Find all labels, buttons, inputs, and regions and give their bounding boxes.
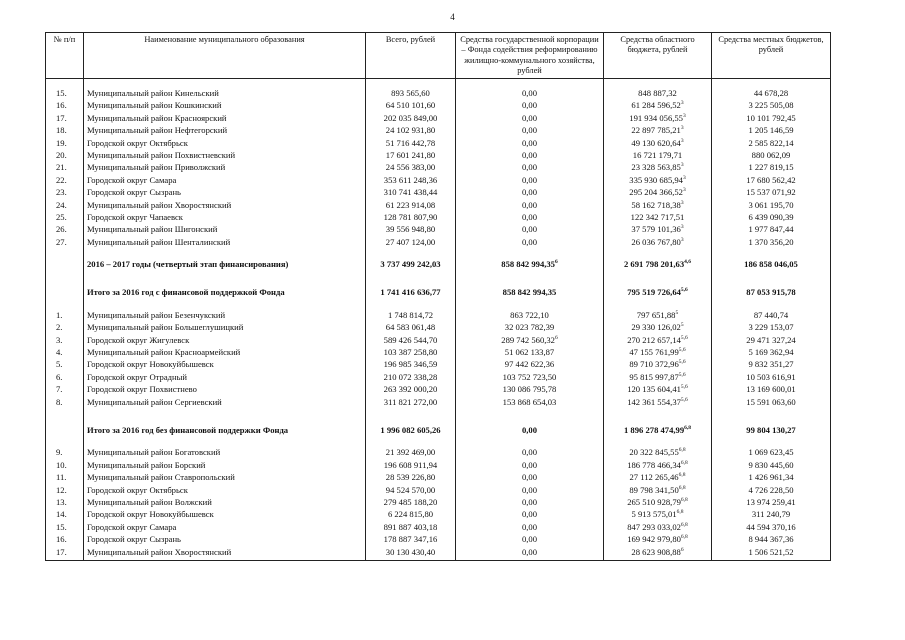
region-value: 270 212 657,14$^{5,6}$ xyxy=(604,336,712,348)
local-value: 13 974 259,41 xyxy=(712,498,831,510)
total-value: 279 485 188,20 xyxy=(366,498,456,510)
region-value: 89 798 341,50$^{6,8}$ xyxy=(604,486,712,498)
without-fund-total-row xyxy=(46,426,831,438)
local-value: 6 439 090,39 xyxy=(712,213,831,225)
local-value: 9 832 351,27 xyxy=(712,360,831,372)
row-number xyxy=(46,288,84,300)
municipality-name: Муниципальный район Кошкинский xyxy=(84,101,366,113)
table-header-row xyxy=(46,33,831,79)
total-value: 893 565,60 xyxy=(366,89,456,101)
fund-value: 0,00 xyxy=(456,176,604,188)
total-value: 28 539 226,80 xyxy=(366,473,456,485)
spacer-cell xyxy=(46,301,84,311)
region-value: 29 330 126,02$^5$ xyxy=(604,323,712,335)
local-value: 17 680 562,42 xyxy=(712,176,831,188)
table-row xyxy=(46,188,831,200)
local-value: 44 678,28 xyxy=(712,89,831,101)
footnote-mark: 6,8 xyxy=(680,521,688,528)
page-number: 4 xyxy=(450,12,455,22)
spacer-cell xyxy=(712,410,831,426)
local-value: 1 370 356,20 xyxy=(712,238,831,250)
region-value: 265 510 928,79$^{6,8}$ xyxy=(604,498,712,510)
fund-value: 0,00 xyxy=(456,139,604,151)
municipality-name: Муниципальный район Хворостянский xyxy=(84,201,366,213)
local-value: 1 227 819,15 xyxy=(712,163,831,175)
municipality-name: Городской округ Отрадный xyxy=(84,373,366,385)
total-value: 1 741 416 636,77 xyxy=(366,288,456,300)
header-name: Наименование муниципального образования xyxy=(84,33,366,79)
region-value: 186 778 466,34$^{6,8}$ xyxy=(604,461,712,473)
table-row xyxy=(46,323,831,335)
municipality-name: Муниципальный район Красноармейский xyxy=(84,348,366,360)
municipality-name: Муниципальный район Волжский xyxy=(84,498,366,510)
local-value: 186 858 046,05 xyxy=(712,260,831,272)
local-value: 3 061 195,70 xyxy=(712,201,831,213)
municipality-name: Муниципальный район Похвистневский xyxy=(84,151,366,163)
municipality-name: Городской округ Чапаевск xyxy=(84,213,366,225)
row-number: 13. xyxy=(46,498,84,510)
table-row xyxy=(46,473,831,485)
region-value: 49 130 620,64$^3$ xyxy=(604,139,712,151)
row-number: 1. xyxy=(46,311,84,323)
local-value: 15 591 063,60 xyxy=(712,398,831,410)
region-value: 797 651,88$^5$ xyxy=(604,311,712,323)
total-value: 196 985 346,59 xyxy=(366,360,456,372)
region-value: 295 204 366,52$^3$ xyxy=(604,188,712,200)
table-row xyxy=(46,548,831,561)
region-value: 89 710 372,96$^{5,6}$ xyxy=(604,360,712,372)
footnote-mark: 5 xyxy=(680,322,684,329)
footnote-mark: 6 xyxy=(554,259,558,266)
region-value: 27 112 265,46$^{6,8}$ xyxy=(604,473,712,485)
table-row xyxy=(46,101,831,113)
fund-value: 0,00 xyxy=(456,151,604,163)
row-number: 15. xyxy=(46,89,84,101)
footnote-mark: 6,8 xyxy=(678,484,686,491)
fund-value: 130 086 795,78 xyxy=(456,385,604,397)
municipality-name: Муниципальный район Сергиевский xyxy=(84,398,366,410)
total-value: 196 608 911,94 xyxy=(366,461,456,473)
local-value: 44 594 370,16 xyxy=(712,523,831,535)
spacer-row xyxy=(46,410,831,426)
total-value: 178 887 347,16 xyxy=(366,535,456,547)
header-region: Средства областного бюджета, рублей xyxy=(604,33,712,79)
fund-value: 289 742 560,32$^6$ xyxy=(456,336,604,348)
fund-value: 0,00 xyxy=(456,535,604,547)
local-value: 880 062,09 xyxy=(712,151,831,163)
row-number xyxy=(46,426,84,438)
row-number: 27. xyxy=(46,238,84,250)
municipality-name: Городской округ Сызрань xyxy=(84,535,366,547)
total-value: 310 741 438,44 xyxy=(366,188,456,200)
region-value: 795 519 726,64$^{5,6}$ xyxy=(604,288,712,300)
footnote-mark: 3 xyxy=(680,162,684,169)
row-number: 12. xyxy=(46,486,84,498)
table-row xyxy=(46,163,831,175)
local-value: 8 944 367,36 xyxy=(712,535,831,547)
footnote-mark: 5,6 xyxy=(680,384,688,391)
row-number: 16. xyxy=(46,535,84,547)
fund-value: 0,00 xyxy=(456,89,604,101)
footnote-mark: 6 xyxy=(554,334,558,341)
row-number: 14. xyxy=(46,510,84,522)
local-value: 3 229 153,07 xyxy=(712,323,831,335)
spacer-cell xyxy=(456,272,604,288)
municipality-name: Муниципальный район Ставропольский xyxy=(84,473,366,485)
row-number: 23. xyxy=(46,188,84,200)
table-body xyxy=(46,79,831,561)
fund-value: 0,00 xyxy=(456,426,604,438)
header-local: Средства местных бюджетов, рублей xyxy=(712,33,831,79)
header-fund: Средства государственной корпорации – Фонда содействия реформированию жилищно-коммунального хозяйства, рублей xyxy=(456,33,604,79)
region-value: 1 896 278 474,99$^{6,8}$ xyxy=(604,426,712,438)
region-value: 142 361 554,37$^{5,6}$ xyxy=(604,398,712,410)
local-value: 1 205 146,59 xyxy=(712,126,831,138)
fund-value: 0,00 xyxy=(456,213,604,225)
row-number: 22. xyxy=(46,176,84,188)
municipality-name: Городской округ Новокуйбышевск xyxy=(84,510,366,522)
row-number: 16. xyxy=(46,101,84,113)
footnote-mark: 5,6 xyxy=(678,371,686,378)
local-value: 2 585 822,14 xyxy=(712,139,831,151)
total-value: 3 737 499 242,03 xyxy=(366,260,456,272)
municipality-name: Городской округ Похвистнево xyxy=(84,385,366,397)
footnote-mark: 3 xyxy=(680,199,684,206)
total-value: 210 072 338,28 xyxy=(366,373,456,385)
total-value: 30 130 430,40 xyxy=(366,548,456,561)
municipality-name: Муниципальный район Большеглушицкий xyxy=(84,323,366,335)
municipality-name: Муниципальный район Безенчукский xyxy=(84,311,366,323)
footnote-mark: 6,8 xyxy=(680,534,688,541)
spacer-cell xyxy=(46,250,84,260)
row-number: 10. xyxy=(46,461,84,473)
footnote-mark: 6,8 xyxy=(684,424,692,431)
table-row xyxy=(46,238,831,250)
fund-value: 0,00 xyxy=(456,473,604,485)
local-value: 1 426 961,34 xyxy=(712,473,831,485)
region-value: 23 328 563,85$^3$ xyxy=(604,163,712,175)
region-value: 20 322 845,55$^{6,8}$ xyxy=(604,448,712,460)
total-value: 103 387 258,80 xyxy=(366,348,456,360)
footnote-mark: 6,8 xyxy=(680,459,688,466)
local-value: 1 069 623,45 xyxy=(712,448,831,460)
row-number: 20. xyxy=(46,151,84,163)
fund-value: 0,00 xyxy=(456,188,604,200)
row-number: 2. xyxy=(46,323,84,335)
spacer-cell xyxy=(366,272,456,288)
total-label: 2016 – 2017 годы (четвертый этап финансирования) xyxy=(84,260,366,272)
local-value: 311 240,79 xyxy=(712,510,831,522)
total-value: 24 102 931,80 xyxy=(366,126,456,138)
region-value: 22 897 785,21$^3$ xyxy=(604,126,712,138)
fund-value: 0,00 xyxy=(456,548,604,561)
table-row xyxy=(46,225,831,237)
table-row xyxy=(46,360,831,372)
region-value: 120 135 604,41$^{5,6}$ xyxy=(604,385,712,397)
local-value: 3 225 505,08 xyxy=(712,101,831,113)
stage4-total-row xyxy=(46,260,831,272)
spacer-cell xyxy=(84,410,366,426)
fund-value: 153 868 654,03 xyxy=(456,398,604,410)
row-number: 18. xyxy=(46,126,84,138)
spacer-cell xyxy=(46,272,84,288)
fund-value: 0,00 xyxy=(456,461,604,473)
table-row xyxy=(46,535,831,547)
fund-value: 0,00 xyxy=(456,486,604,498)
total-value: 24 556 383,00 xyxy=(366,163,456,175)
fund-value: 0,00 xyxy=(456,126,604,138)
footnote-mark: 6,8 xyxy=(676,509,684,516)
footnote-mark: 4,6 xyxy=(684,259,692,266)
row-number: 4. xyxy=(46,348,84,360)
region-value: 16 721 179,71 xyxy=(604,151,712,163)
row-number: 24. xyxy=(46,201,84,213)
local-value: 29 471 327,24 xyxy=(712,336,831,348)
local-value: 99 804 130,27 xyxy=(712,426,831,438)
local-value: 5 169 362,94 xyxy=(712,348,831,360)
region-value: 37 579 101,36$^3$ xyxy=(604,225,712,237)
municipality-name: Муниципальный район Шенталинский xyxy=(84,238,366,250)
row-number: 26. xyxy=(46,225,84,237)
row-number: 6. xyxy=(46,373,84,385)
spacer-cell xyxy=(84,272,366,288)
total-value: 39 556 948,80 xyxy=(366,225,456,237)
region-value: 191 934 056,55$^3$ xyxy=(604,114,712,126)
header-num: № п/п xyxy=(46,33,84,79)
table-row xyxy=(46,126,831,138)
footnote-mark: 3 xyxy=(680,100,684,107)
region-value: 122 342 717,51 xyxy=(604,213,712,225)
total-value: 1 996 082 605,26 xyxy=(366,426,456,438)
municipality-name: Городской округ Самара xyxy=(84,176,366,188)
row-number: 19. xyxy=(46,139,84,151)
spacer-cell xyxy=(46,438,84,448)
municipality-name: Городской округ Новокуйбышевск xyxy=(84,360,366,372)
region-value: 169 942 979,80$^{6,8}$ xyxy=(604,535,712,547)
footnote-mark: 6,8 xyxy=(678,472,686,479)
row-number: 17. xyxy=(46,548,84,561)
local-value: 1 506 521,52 xyxy=(712,548,831,561)
fund-value: 32 023 782,39 xyxy=(456,323,604,335)
fund-value: 858 842 994,35$^6$ xyxy=(456,260,604,272)
total-value: 128 781 807,90 xyxy=(366,213,456,225)
footnote-mark: 5 xyxy=(675,309,679,316)
footnote-mark: 6 xyxy=(680,546,684,553)
header-total: Всего, рублей xyxy=(366,33,456,79)
municipality-name: Городской округ Сызрань xyxy=(84,188,366,200)
row-number: 25. xyxy=(46,213,84,225)
fund-value: 0,00 xyxy=(456,498,604,510)
row-number: 9. xyxy=(46,448,84,460)
row-number: 15. xyxy=(46,523,84,535)
total-value: 263 392 000,20 xyxy=(366,385,456,397)
total-value: 64 510 101,60 xyxy=(366,101,456,113)
total-value: 202 035 849,00 xyxy=(366,114,456,126)
region-value: 848 887,32 xyxy=(604,89,712,101)
footnote-mark: 6,8 xyxy=(678,447,686,454)
local-value: 4 726 228,50 xyxy=(712,486,831,498)
footnote-mark: 3 xyxy=(680,224,684,231)
region-value: 847 293 033,02$^{6,8}$ xyxy=(604,523,712,535)
row-number: 7. xyxy=(46,385,84,397)
municipality-name: Муниципальный район Красноярский xyxy=(84,114,366,126)
fund-value: 863 722,10 xyxy=(456,311,604,323)
total-value: 21 392 469,00 xyxy=(366,448,456,460)
fund-value: 0,00 xyxy=(456,114,604,126)
total-label: Итого за 2016 год с финансовой поддержкой Фонда xyxy=(84,288,366,300)
footnote-mark: 3 xyxy=(682,187,686,194)
local-value: 1 977 847,44 xyxy=(712,225,831,237)
row-number: 21. xyxy=(46,163,84,175)
table-row xyxy=(46,385,831,397)
footnote-mark: 5,6 xyxy=(680,334,688,341)
total-value: 17 601 241,80 xyxy=(366,151,456,163)
region-value: 58 162 718,38$^3$ xyxy=(604,201,712,213)
total-value: 6 224 815,80 xyxy=(366,510,456,522)
local-value: 9 830 445,60 xyxy=(712,461,831,473)
row-number: 11. xyxy=(46,473,84,485)
fund-value: 97 442 622,36 xyxy=(456,360,604,372)
region-value: 335 930 685,94$^3$ xyxy=(604,176,712,188)
fund-value: 0,00 xyxy=(456,201,604,213)
footnote-mark: 3 xyxy=(682,174,686,181)
total-value: 51 716 442,78 xyxy=(366,139,456,151)
fund-value: 103 752 723,50 xyxy=(456,373,604,385)
municipality-name: Муниципальный район Кинельский xyxy=(84,89,366,101)
spacer-cell xyxy=(366,410,456,426)
total-value: 589 426 544,70 xyxy=(366,336,456,348)
fund-value: 858 842 994,35 xyxy=(456,288,604,300)
total-value: 64 583 061,48 xyxy=(366,323,456,335)
municipality-name: Муниципальный район Борский xyxy=(84,461,366,473)
table-row xyxy=(46,398,831,410)
municipality-name: Муниципальный район Богатовский xyxy=(84,448,366,460)
footnote-mark: 3 xyxy=(682,112,686,119)
footnote-mark: 3 xyxy=(680,125,684,132)
spacer-cell xyxy=(712,272,831,288)
local-value: 10 503 616,91 xyxy=(712,373,831,385)
total-value: 353 611 248,36 xyxy=(366,176,456,188)
local-value: 10 101 792,45 xyxy=(712,114,831,126)
spacer-cell xyxy=(46,410,84,426)
local-value: 87 440,74 xyxy=(712,311,831,323)
total-value: 1 748 814,72 xyxy=(366,311,456,323)
total-value: 61 223 914,08 xyxy=(366,201,456,213)
fund-value: 0,00 xyxy=(456,238,604,250)
with-fund-total-row xyxy=(46,288,831,300)
region-value: 26 036 767,80$^3$ xyxy=(604,238,712,250)
region-value: 2 691 798 201,63$^{4,6}$ xyxy=(604,260,712,272)
municipality-name: Муниципальный район Приволжский xyxy=(84,163,366,175)
footnote-mark: 5,6 xyxy=(678,347,686,354)
row-number: 8. xyxy=(46,398,84,410)
municipality-name: Городской округ Октябрьск xyxy=(84,486,366,498)
local-value: 13 169 600,01 xyxy=(712,385,831,397)
fund-value: 0,00 xyxy=(456,510,604,522)
row-number: 5. xyxy=(46,360,84,372)
municipality-name: Муниципальный район Нефтегорский xyxy=(84,126,366,138)
total-value: 27 407 124,00 xyxy=(366,238,456,250)
region-value: 47 155 761,99$^{5,6}$ xyxy=(604,348,712,360)
table-row xyxy=(46,448,831,460)
local-value: 15 537 071,92 xyxy=(712,188,831,200)
table-row xyxy=(46,510,831,522)
fund-value: 0,00 xyxy=(456,225,604,237)
footnote-mark: 5,6 xyxy=(680,287,688,294)
spacer-cell xyxy=(456,410,604,426)
row-number xyxy=(46,260,84,272)
total-label: Итого за 2016 год без финансовой поддержки Фонда xyxy=(84,426,366,438)
total-value: 311 821 272,00 xyxy=(366,398,456,410)
financing-table xyxy=(45,32,831,561)
region-value: 28 623 908,88$^6$ xyxy=(604,548,712,561)
row-number: 3. xyxy=(46,336,84,348)
footnote-mark: 3 xyxy=(680,236,684,243)
total-value: 94 524 570,00 xyxy=(366,486,456,498)
fund-value: 0,00 xyxy=(456,163,604,175)
spacer-cell xyxy=(604,410,712,426)
fund-value: 0,00 xyxy=(456,448,604,460)
region-value: 95 815 997,87$^{5,6}$ xyxy=(604,373,712,385)
footnote-mark: 5,6 xyxy=(678,359,686,366)
footnote-mark: 5,6 xyxy=(680,396,688,403)
row-number: 17. xyxy=(46,114,84,126)
municipality-name: Городской округ Самара xyxy=(84,523,366,535)
fund-value: 0,00 xyxy=(456,101,604,113)
spacer-row xyxy=(46,272,831,288)
region-value: 61 284 596,52$^3$ xyxy=(604,101,712,113)
total-value: 891 887 403,18 xyxy=(366,523,456,535)
municipality-name: Муниципальный район Шигонский xyxy=(84,225,366,237)
local-value: 87 053 915,78 xyxy=(712,288,831,300)
municipality-name: Городской округ Октябрьск xyxy=(84,139,366,151)
footnote-mark: 3 xyxy=(680,137,684,144)
fund-value: 51 062 133,87 xyxy=(456,348,604,360)
municipality-name: Муниципальный район Хворостянский xyxy=(84,548,366,561)
fund-value: 0,00 xyxy=(456,523,604,535)
municipality-name: Городской округ Жигулевск xyxy=(84,336,366,348)
footnote-mark: 6,8 xyxy=(680,496,688,503)
region-value: 5 913 575,01$^{6,8}$ xyxy=(604,510,712,522)
spacer-cell xyxy=(604,272,712,288)
